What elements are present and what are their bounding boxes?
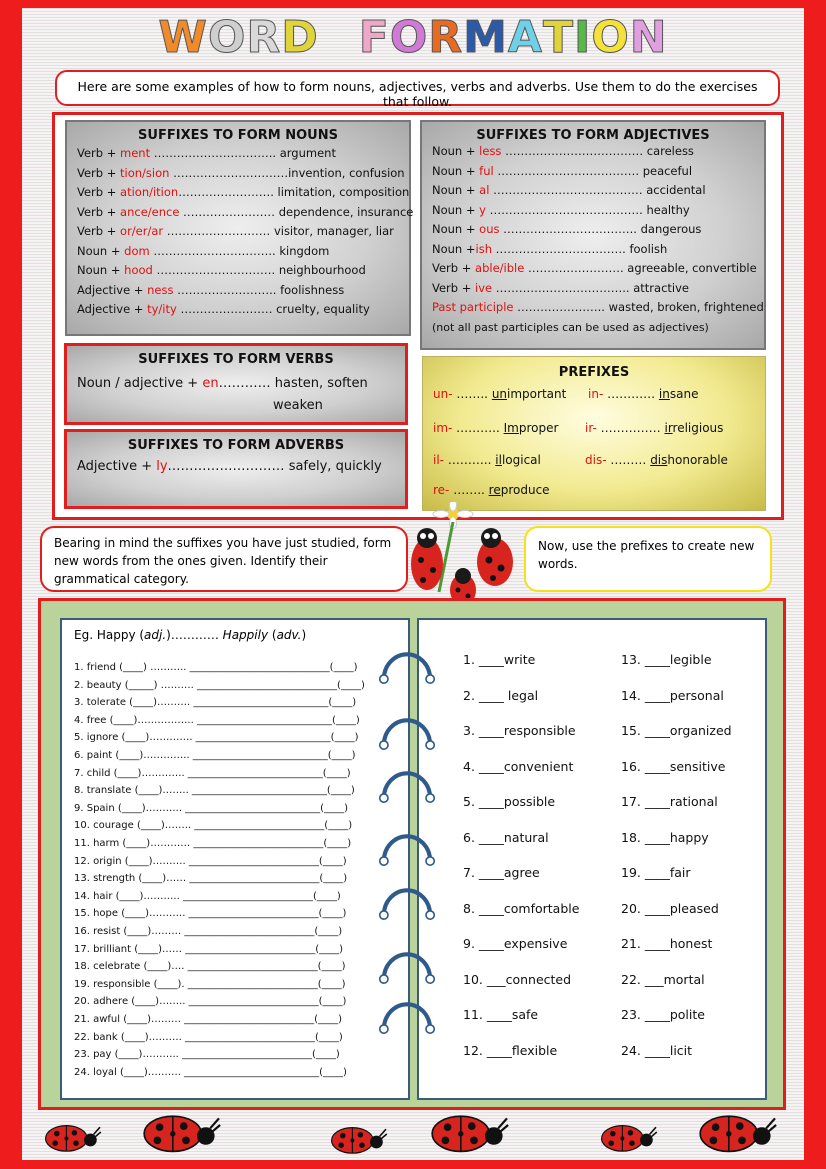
prefix-underlined: in	[658, 387, 670, 401]
prefix-exercise-item[interactable]: 21. ____honest	[621, 936, 713, 951]
adjectives-example: healthy	[646, 202, 690, 217]
nouns-panel	[65, 120, 414, 336]
prefix-exercise-item[interactable]: 16. ____sensitive	[621, 758, 726, 774]
title-letter: I	[574, 12, 592, 63]
nouns-suffix: ment	[120, 146, 151, 160]
nouns-example: dependence, insurance	[278, 204, 414, 219]
adverbs-rule	[77, 459, 395, 474]
ladybird-left-icon	[411, 528, 443, 590]
binder-ring-icon	[375, 996, 439, 1034]
nouns-row	[77, 183, 410, 203]
example-line	[74, 628, 306, 642]
prefix-exercise-item[interactable]: 2. ____ legal	[463, 687, 539, 703]
suffix-exercise-item[interactable]: 13. strength (____)…… __________________________(____)	[74, 873, 348, 885]
adjectives-suffix: al	[479, 183, 490, 197]
nouns-dots: …………………………..	[150, 146, 280, 160]
adjectives-suffix: y	[479, 202, 486, 217]
suffix-exercise-item[interactable]: 4. free (____)…………….. ___________________________(____)	[74, 714, 360, 726]
adjectives-example: dangerous	[640, 222, 702, 236]
prefix-item	[433, 421, 558, 435]
verbs-dots: …………	[218, 376, 275, 391]
nouns-dots: …………………….	[178, 185, 278, 199]
prefix-label: il-	[433, 453, 444, 467]
verbs-base: Noun / adjective +	[77, 376, 203, 391]
prefix-item	[433, 453, 541, 467]
nouns-suffix: dom	[124, 243, 150, 258]
prefix-dots: ……..	[449, 483, 489, 497]
adjectives-example: foolish	[629, 241, 668, 256]
title-letter: W	[158, 12, 208, 63]
adjectives-rows	[432, 142, 764, 318]
nouns-suffix: ation/ition	[120, 185, 179, 199]
prefix-rest: proper	[518, 421, 559, 435]
verbs-heading: SUFFIXES TO FORM VERBS	[138, 352, 334, 367]
title-letter: R	[428, 12, 464, 63]
nouns-dots: …………………………..	[149, 243, 280, 258]
ladybug-icon	[430, 1114, 509, 1154]
nouns-example: neighbourhood	[278, 263, 366, 277]
suffix-exercise-item[interactable]: 19. responsible (____). __________________________(____)	[74, 978, 346, 990]
adjectives-row	[432, 240, 754, 260]
nouns-base: Verb +	[77, 204, 121, 219]
prefix-exercise-item[interactable]: 7. ____agree	[463, 865, 540, 880]
binder-ring-icon	[375, 712, 439, 750]
prefix-underlined: re	[488, 483, 501, 497]
adverbs-heading: SUFFIXES TO FORM ADVERBS	[127, 438, 345, 453]
nouns-base: Adjective +	[77, 282, 148, 297]
nouns-suffix: hood	[124, 263, 153, 277]
prefix-underlined: Im	[503, 421, 519, 435]
instructions-right	[524, 526, 772, 592]
example-answer-open: (	[268, 628, 277, 642]
nouns-dots: ……………………	[179, 204, 279, 219]
adjectives-row	[432, 220, 754, 240]
adverbs-example: safely, quickly	[288, 459, 382, 474]
nouns-row	[77, 203, 414, 223]
prefix-underlined: un	[491, 387, 508, 401]
title-word	[359, 12, 668, 63]
adjectives-example: attractive	[633, 280, 689, 295]
adjectives-suffix: ive	[475, 280, 493, 295]
nouns-row	[77, 164, 405, 184]
nouns-base: Verb +	[77, 185, 121, 199]
verbs-suffix: en	[202, 376, 219, 391]
adjectives-dots: …………………..	[513, 300, 609, 314]
title-letter: O	[207, 12, 247, 63]
prefix-exercise-item[interactable]: 1. ____write	[463, 652, 536, 667]
prefix-item	[433, 483, 550, 497]
nouns-example: invention, confusion	[288, 165, 405, 180]
example-answer-category: adv.	[276, 628, 302, 642]
adjectives-base: Noun +	[432, 144, 480, 158]
adjectives-base: Verb +	[432, 261, 476, 275]
prefix-exercise-item[interactable]: 23. ____polite	[621, 1007, 705, 1022]
title-letter: D	[281, 12, 319, 63]
ladybug-icon	[142, 1114, 221, 1154]
nouns-base: Noun +	[77, 263, 125, 277]
suffix-exercise-item[interactable]: 3. tolerate (____)………. ___________________________(____)	[74, 697, 357, 709]
verbs-example-2: weaken	[273, 398, 323, 413]
ladybug-icon	[600, 1124, 658, 1153]
suffix-exercise-item[interactable]: 11. harm (____)………… __________________________(____)	[74, 838, 352, 849]
nouns-dots: …………………………	[169, 165, 289, 180]
verbs-rule	[77, 373, 395, 417]
nouns-row	[77, 242, 399, 262]
adjectives-dots: ……………………………..	[492, 280, 634, 295]
adjectives-dots: …………………………….	[492, 241, 630, 256]
prefix-dots: ……..	[452, 387, 492, 401]
adverbs-suffix: ly	[156, 459, 168, 474]
title-letter: T	[542, 12, 574, 63]
prefix-exercise-item[interactable]: 20. ____pleased	[621, 900, 719, 916]
prefix-exercise-item[interactable]: 10. ___connected	[463, 971, 572, 987]
nouns-dots: ……………………	[176, 302, 277, 316]
adjectives-row	[432, 279, 754, 299]
suffix-exercise-item[interactable]: 2. beauty (_____) ………. ____________________________(____)	[74, 679, 365, 691]
example-word: Eg. Happy (	[74, 628, 145, 642]
prefix-rest: honorable	[667, 453, 728, 467]
adjectives-example: accidental	[646, 183, 706, 197]
suffix-exercise-item[interactable]: 9. Spain (____)……….. ___________________________(____)	[74, 802, 348, 814]
nouns-example: visitor, manager, liar	[273, 224, 394, 238]
prefix-exercise-item[interactable]: 22. ___mortal	[621, 971, 705, 987]
nouns-row	[77, 281, 399, 301]
adjectives-example: peaceful	[642, 163, 693, 178]
suffix-exercise-item[interactable]: 24. loyal (____)………. ___________________________(____)	[74, 1066, 347, 1078]
adjectives-heading: SUFFIXES TO FORM ADJECTIVES	[476, 128, 710, 143]
adjectives-suffix: less	[479, 144, 502, 158]
adjectives-dots: ……………………………..	[499, 222, 641, 236]
prefix-exercise-item[interactable]: 8. ____comfortable	[463, 900, 580, 916]
title-letter: O	[389, 12, 429, 63]
prefix-rest: important	[507, 387, 567, 401]
suffix-exercise-item[interactable]: 16. resist (____)……… __________________________(____)	[74, 926, 343, 937]
example-answer-close: )	[301, 628, 307, 642]
nouns-example: cruelty, equality	[276, 302, 370, 316]
prefix-item	[433, 387, 566, 401]
nouns-dots: ………………………	[163, 224, 274, 238]
prefix-label: im-	[433, 421, 453, 435]
prefix-item	[585, 421, 723, 435]
nouns-suffix: tion/sion	[120, 165, 170, 180]
adjectives-base: Noun +	[432, 202, 480, 217]
prefix-dots: ……………	[596, 421, 665, 435]
adjectives-example: agreeable, convertible	[627, 261, 757, 275]
nouns-example: kingdom	[279, 243, 330, 258]
nouns-example: foolishness	[280, 282, 345, 297]
ladybug-icon	[330, 1126, 388, 1155]
nouns-heading: SUFFIXES TO FORM NOUNS	[138, 128, 338, 143]
nouns-suffix: ty/ity	[147, 302, 177, 316]
suffix-exercise-item[interactable]: 7. child (____)…………. ___________________________(____)	[74, 767, 351, 779]
nouns-example: argument	[279, 146, 336, 160]
suffix-exercise-item[interactable]: 8. translate (____)…….. ___________________________(____)	[74, 785, 355, 797]
nouns-row	[77, 144, 399, 164]
prefix-label: ir-	[585, 421, 597, 435]
nouns-row	[77, 300, 399, 320]
adjectives-example: wasted, broken, frightened	[608, 300, 764, 314]
example-dots: )…………	[166, 628, 223, 642]
adjectives-base: Noun +	[432, 241, 476, 256]
adjectives-dots: …………………………………	[489, 183, 647, 197]
title-letter: A	[507, 12, 543, 63]
prefix-exercise-item[interactable]: 14. ____personal	[621, 687, 724, 703]
prefix-label: dis-	[585, 453, 607, 467]
adjectives-suffix: able/ible	[475, 261, 525, 275]
nouns-suffix: ness	[147, 282, 174, 297]
prefix-exercise-item[interactable]: 6. ____natural	[463, 829, 549, 845]
nouns-base: Noun +	[77, 243, 125, 258]
adverbs-base: Adjective +	[77, 459, 157, 474]
prefix-underlined: il	[495, 453, 502, 467]
suffix-exercise-item[interactable]: 17. brilliant (____)…… __________________________(____)	[74, 943, 344, 955]
suffix-exercise-item[interactable]: 6. paint (____)………….. ___________________________(____)	[74, 750, 356, 761]
adjectives-base: Verb +	[432, 280, 476, 295]
suffix-exercise-item[interactable]: 5. ignore (____)…………. ___________________________(____)	[74, 732, 359, 744]
adjectives-row	[432, 201, 754, 221]
nouns-base: Verb +	[77, 146, 121, 160]
suffix-exercise-item[interactable]: 1. friend (____) ……….. ____________________________(____)	[74, 662, 358, 673]
adjectives-dots: …………………….	[524, 261, 628, 275]
ladybug-icon	[44, 1124, 102, 1153]
nouns-example: limitation, composition	[277, 185, 410, 199]
prefix-label: in-	[588, 387, 604, 401]
prefix-exercise-item[interactable]: 19. ____fair	[621, 865, 691, 880]
prefix-exercise-item[interactable]: 3. ____responsible	[463, 723, 576, 738]
prefix-item	[585, 453, 728, 467]
adjectives-note: (not all past participles can be used as adjectives)	[432, 320, 709, 334]
adjectives-suffix: ful	[479, 163, 494, 178]
nouns-row	[77, 261, 399, 281]
prefix-item	[588, 387, 698, 401]
nouns-dots: ………………………….	[152, 263, 279, 277]
binder-ring-icon	[375, 646, 439, 684]
adjectives-base: Noun +	[432, 183, 480, 197]
binder-ring-icon	[375, 946, 439, 984]
prefix-rest: produce	[500, 483, 550, 497]
adjectives-dots: ………………………………….	[485, 202, 647, 217]
prefix-underlined: ir	[664, 421, 673, 435]
verbs-example: hasten, soften	[274, 376, 368, 391]
prefix-rest: logical	[501, 453, 541, 467]
nouns-rows	[77, 144, 414, 320]
adjectives-row	[432, 142, 754, 162]
ladybug-icon	[698, 1114, 777, 1154]
nouns-base: Adjective +	[77, 302, 148, 316]
suffix-exercise-item[interactable]: 14. hair (____)……….. __________________________(____)	[74, 890, 341, 902]
adjectives-row	[432, 298, 764, 318]
title-letter: N	[629, 12, 668, 63]
binder-ring-icon	[375, 882, 439, 920]
nouns-suffix: or/er/ar	[120, 224, 164, 238]
adjectives-base: Noun +	[432, 222, 480, 236]
instructions-right-text: Now, use the prefixes to create new words.	[538, 539, 755, 571]
suffix-exercise-item[interactable]: 15. hope (____)……….. __________________________(____)	[74, 908, 347, 920]
page-title	[0, 12, 826, 63]
title-letter: O	[591, 12, 630, 63]
prefix-exercise-item[interactable]: 24. ____licit	[621, 1042, 693, 1058]
prefix-exercise-item[interactable]: 5. ____possible	[463, 794, 556, 809]
adjectives-suffix: ous	[479, 222, 500, 236]
adjectives-example: careless	[646, 144, 694, 158]
adverbs-dots: ………………………	[167, 459, 289, 474]
example-category: adj.	[144, 628, 167, 642]
adjectives-base: Noun +	[432, 163, 480, 178]
adjectives-panel	[420, 120, 766, 350]
prefix-label: re-	[433, 483, 450, 497]
adjectives-dots: ……………………………….	[493, 163, 643, 178]
prefix-exercise-item[interactable]: 12. ____flexible	[463, 1042, 558, 1058]
example-answer: Happily	[222, 628, 269, 642]
prefix-exercise-item[interactable]: 4. ____convenient	[463, 758, 574, 774]
adjectives-suffix: Past participle	[432, 300, 514, 314]
adjectives-row	[432, 181, 754, 201]
instructions-left-text: Bearing in mind the suffixes you have just studied, form new words from the ones given. Identify their grammatical category.	[54, 536, 392, 586]
prefix-dots: ………..	[444, 453, 496, 467]
prefix-label: un-	[433, 387, 453, 401]
intro-text: Here are some examples of how to form nouns, adjectives, verbs and adverbs. Use them to do the exercises that follow.	[77, 79, 758, 109]
prefix-exercise-item[interactable]: 15. ____organized	[621, 723, 732, 738]
prefix-underlined: dis	[650, 453, 668, 467]
suffix-exercise-item[interactable]: 12. origin (____)………. __________________________(____)	[74, 855, 347, 867]
nouns-base: Verb +	[77, 224, 121, 238]
title-letter: F	[358, 12, 390, 63]
nouns-dots: ……………………..	[173, 282, 281, 297]
prefix-rest: religious	[672, 421, 724, 435]
instructions-left	[40, 526, 408, 592]
verbs-panel	[64, 343, 408, 425]
prefix-dots: ………	[606, 453, 651, 467]
prefixes-heading: PREFIXES	[558, 365, 630, 380]
prefix-exercise-item[interactable]: 18. ____happy	[621, 829, 709, 845]
suffix-exercise-item[interactable]: 20. adhere (____)…….. __________________________(____)	[74, 996, 347, 1008]
adverbs-panel	[64, 429, 408, 509]
nouns-suffix: ance/ence	[120, 204, 180, 219]
prefix-exercise-item[interactable]: 11. ____safe	[463, 1007, 539, 1022]
suffix-exercise-item[interactable]: 18. celebrate (____)…. __________________________(____)	[74, 961, 346, 973]
suffix-exercise-item[interactable]: 21. awful (____)……… __________________________(____)	[74, 1014, 342, 1025]
nouns-row	[77, 222, 399, 242]
prefix-exercise-item[interactable]: 9. ____expensive	[463, 936, 568, 951]
prefix-dots: ………..	[452, 421, 504, 435]
prefix-exercise-item[interactable]: 17. ____rational	[621, 794, 718, 809]
nouns-base: Verb +	[77, 165, 121, 180]
adjectives-dots: ………………………………	[501, 144, 647, 158]
binder-ring-icon	[375, 765, 439, 803]
adjectives-row	[432, 162, 754, 182]
suffix-exercise-item[interactable]: 22. bank (____)………. __________________________(____)	[74, 1031, 343, 1043]
adjectives-row	[432, 259, 757, 279]
prefix-rest: sane	[669, 387, 699, 401]
ladybird-right-icon	[477, 528, 513, 586]
binder-ring-icon	[375, 828, 439, 866]
suffix-exercise-page	[60, 618, 410, 1100]
prefix-exercise-page	[417, 618, 767, 1100]
prefix-dots: …………	[603, 387, 659, 401]
suffix-exercise-item[interactable]: 10. courage (____)…….. __________________________(____)	[74, 820, 353, 832]
adjectives-suffix: ish	[475, 241, 492, 256]
intro-box	[55, 70, 780, 109]
suffix-exercise-item[interactable]: 23. pay (____)……….. __________________________(____)	[74, 1049, 340, 1061]
prefix-exercise-item[interactable]: 13. ____legible	[621, 652, 712, 667]
prefixes-panel	[422, 356, 766, 511]
title-letter: R	[246, 12, 282, 63]
title-letter: M	[463, 12, 508, 63]
title-word	[158, 12, 318, 63]
